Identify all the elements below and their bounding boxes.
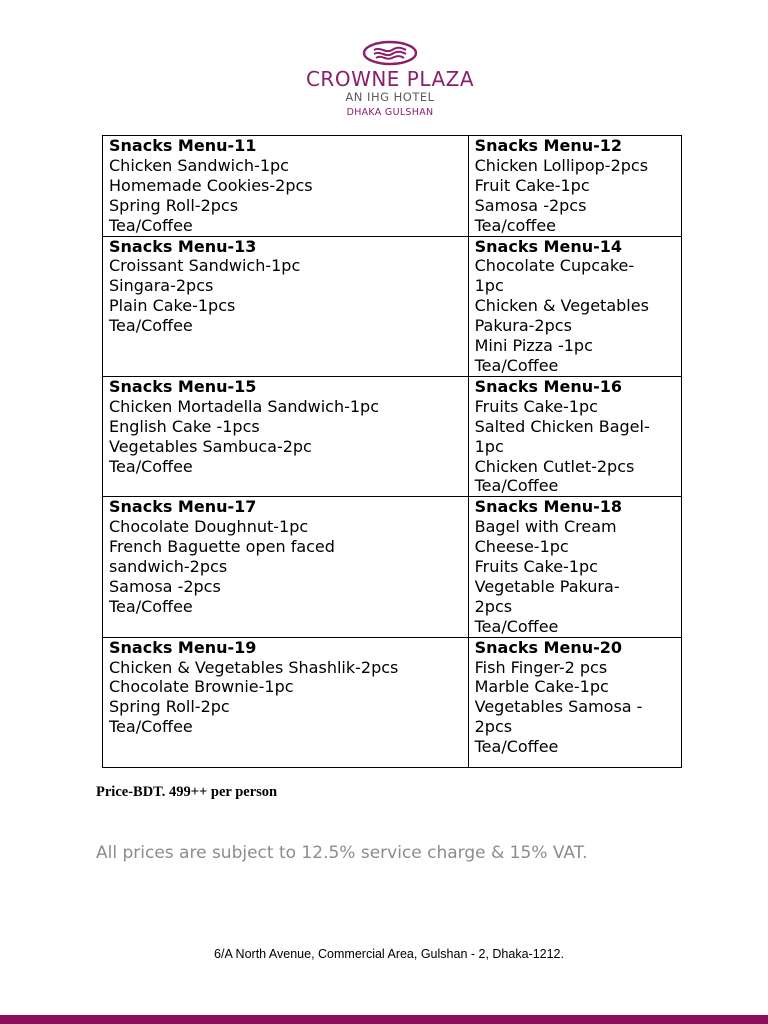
menu-item: Marble Cake-1pc [474, 677, 609, 697]
menu-item: Spring Roll-2pc [109, 697, 230, 717]
menu-title: Snacks Menu-18 [474, 497, 623, 517]
menu-cell [103, 136, 469, 237]
menu-item: 1pc [474, 276, 504, 296]
menu-item: Bagel with Cream [474, 517, 617, 537]
menu-row [103, 236, 682, 376]
menu-item: Singara-2pcs [109, 276, 214, 296]
menu-item: Tea/Coffee [474, 355, 559, 375]
menu-item: Croissant Sandwich-1pc [109, 256, 301, 276]
menu-cell [103, 376, 469, 496]
menu-title: Snacks Menu-13 [109, 236, 257, 256]
menu-item: Chocolate Cupcake- [474, 256, 635, 276]
menu-item: English Cake -1pcs [109, 416, 260, 436]
menu-item: Vegetables Samosa - [474, 697, 643, 717]
menu-item: Vegetable Pakura- [474, 576, 620, 596]
menu-item: Homemade Cookies-2pcs [109, 175, 313, 195]
menu-item: Chicken Cutlet-2pcs [474, 456, 635, 476]
menu-row [103, 376, 682, 496]
hotel-address: 6/A North Avenue, Commercial Area, Gulshan - 2, Dhaka-1212. [214, 947, 564, 961]
crowne-plaza-wave-logo-icon [362, 40, 418, 66]
menu-item: Fruit Cake-1pc [474, 175, 590, 195]
brand-name: CROWNE PLAZA [305, 67, 475, 91]
menu-item: 1pc [474, 436, 504, 456]
brand-subtitle: AN IHG HOTEL [345, 90, 435, 104]
menu-item: 2pcs [474, 717, 513, 737]
menu-title: Snacks Menu-12 [474, 136, 623, 155]
menu-item: Chocolate Doughnut-1pc [109, 517, 309, 537]
menu-item: Fruits Cake-1pc [474, 396, 598, 416]
menu-cell [103, 236, 469, 376]
menu-item: Chocolate Brownie-1pc [109, 677, 294, 697]
tax-notice: All prices are subject to 12.5% service charge & 15% VAT. [96, 843, 588, 863]
menu-item: Spring Roll-2pcs [109, 195, 239, 215]
menu-item: Tea/Coffee [474, 737, 559, 757]
menu-item: Tea/Coffee [474, 476, 559, 496]
menu-cell [468, 376, 681, 496]
menu-item: Chicken Sandwich-1pc [109, 155, 289, 175]
menu-item: Cheese-1pc [474, 537, 569, 557]
menu-item: French Baguette open faced [109, 537, 335, 557]
footer-bar [0, 1015, 768, 1024]
menu-item: Tea/Coffee [109, 215, 193, 235]
menu-item: Chicken Mortadella Sandwich-1pc [109, 396, 379, 416]
menu-cell [468, 497, 681, 637]
menu-title: Snacks Menu-16 [474, 376, 623, 396]
menu-item: Samosa -2pcs [109, 576, 221, 596]
menu-row [103, 136, 682, 237]
menu-title: Snacks Menu-15 [109, 376, 257, 396]
menu-item: Chicken & Vegetables [474, 296, 649, 316]
menu-item: Vegetables Sambuca-2pc [109, 436, 312, 456]
menu-item: Chicken Lollipop-2pcs [474, 155, 649, 175]
menu-title: Snacks Menu-19 [109, 637, 257, 657]
price-line: Price-BDT. 499++ per person [96, 784, 278, 800]
menu-item: 2pcs [474, 596, 513, 616]
menu-item: Tea/Coffee [109, 316, 193, 336]
menu-row [103, 497, 682, 637]
menu-item: Mini Pizza -1pc [474, 336, 593, 356]
menu-item: sandwich-2pcs [109, 557, 228, 577]
menu-title: Snacks Menu-17 [109, 497, 257, 517]
menu-cell [103, 637, 469, 767]
menu-item: Tea/Coffee [109, 456, 193, 476]
menu-item: Fish Finger-2 pcs [474, 657, 608, 677]
menu-title: Snacks Menu-14 [474, 236, 623, 256]
menu-item: Fruits Cake-1pc [474, 557, 598, 577]
menu-item: Salted Chicken Bagel- [474, 416, 650, 436]
menu-item: Tea/Coffee [474, 616, 559, 636]
menu-item: Plain Cake-1pcs [109, 296, 236, 316]
hotel-logo [300, 36, 480, 124]
menu-cell [468, 236, 681, 376]
menu-cell [468, 637, 681, 767]
menu-row [103, 637, 682, 767]
menu-cell [468, 136, 681, 237]
menu-item: Tea/coffee [474, 215, 557, 235]
snacks-menu-table [102, 135, 682, 768]
menu-item: Tea/Coffee [109, 596, 193, 616]
menu-item: Tea/Coffee [109, 717, 193, 737]
menu-title: Snacks Menu-20 [474, 637, 623, 657]
hotel-location: DHAKA GULSHAN [346, 107, 434, 118]
menu-item: Chicken & Vegetables Shashlik-2pcs [109, 657, 399, 677]
menu-cell [103, 497, 469, 637]
menu-title: Snacks Menu-11 [109, 136, 257, 155]
menu-item: Samosa -2pcs [474, 195, 587, 215]
menu-item: Pakura-2pcs [474, 316, 572, 336]
